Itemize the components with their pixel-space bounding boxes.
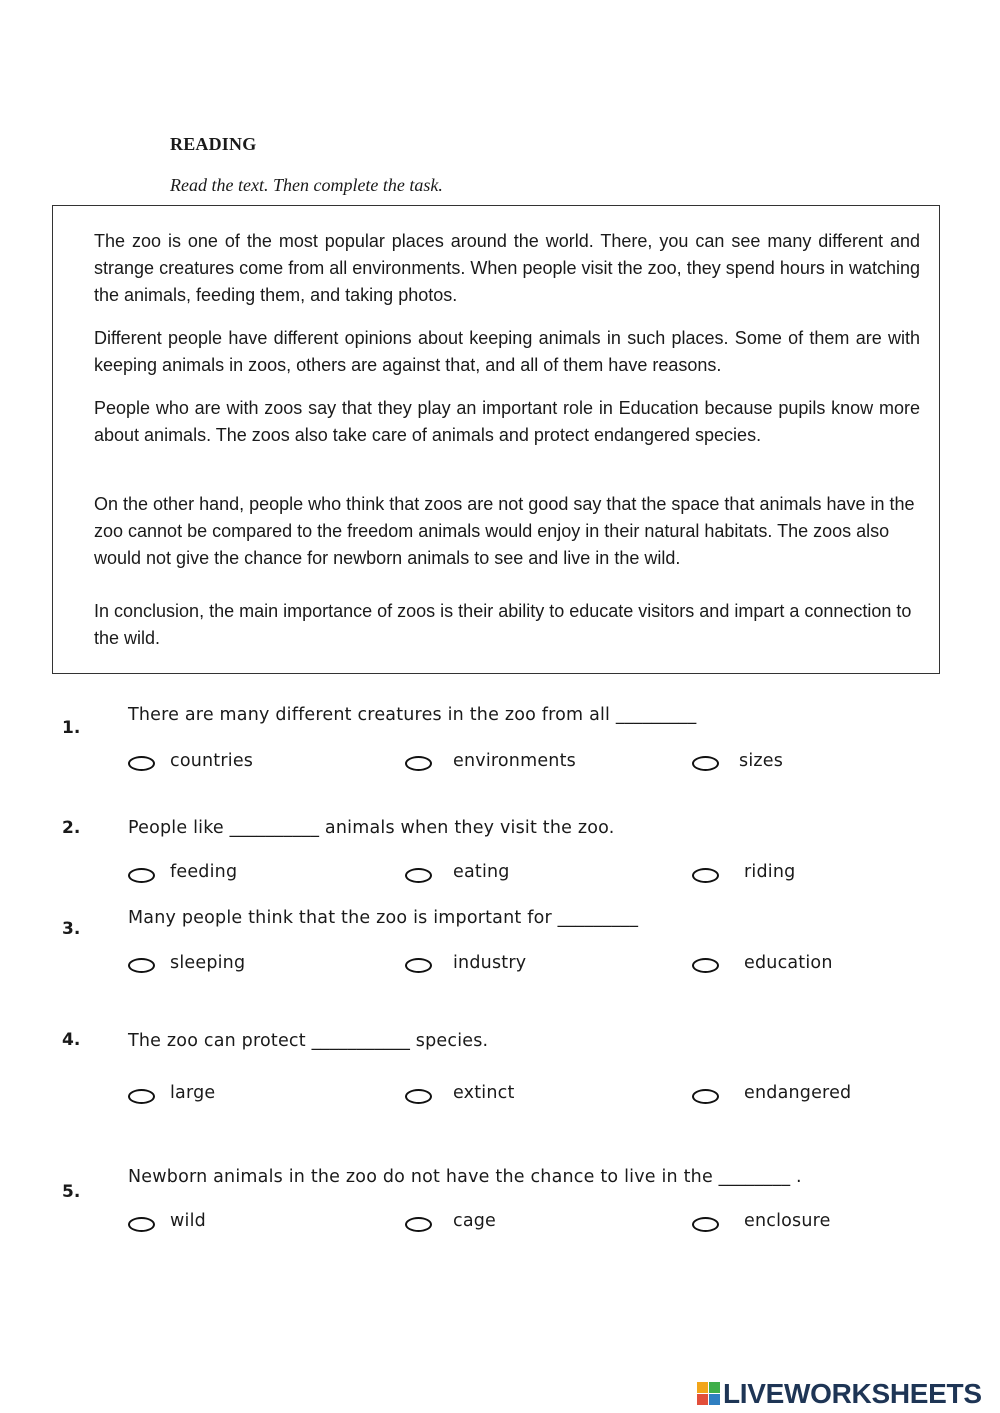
question-4-text: The zoo can protect ___________ species. <box>128 1031 489 1051</box>
q1-option-c[interactable] <box>692 751 784 771</box>
question-2-text: People like __________ animals when they visit the zoo. <box>128 818 615 838</box>
question-4-number: 4. <box>62 1030 81 1050</box>
option-label: wild <box>170 1211 206 1231</box>
radio-icon[interactable] <box>692 868 719 883</box>
q3-option-c[interactable] <box>692 953 833 973</box>
radio-icon[interactable] <box>405 756 432 771</box>
q5-option-c[interactable] <box>692 1211 831 1232</box>
question-1-number: 1. <box>62 718 81 738</box>
passage-paragraph-5: In conclusion, the main importance of zoos is their ability to educate visitors and impart a connection to the wild. <box>94 601 912 648</box>
radio-icon[interactable] <box>692 958 719 973</box>
radio-icon[interactable] <box>692 1217 719 1232</box>
q2-option-c[interactable] <box>692 862 796 883</box>
brand-name: LIVEWORKSHEETS <box>723 1378 982 1409</box>
q1-option-b[interactable] <box>405 751 576 771</box>
option-label: sizes <box>739 751 784 771</box>
logo-square-2 <box>709 1382 720 1393</box>
logo-square-3 <box>697 1394 708 1405</box>
option-label: eating <box>453 862 510 882</box>
radio-icon[interactable] <box>128 1217 155 1232</box>
radio-icon[interactable] <box>405 868 432 883</box>
radio-icon[interactable] <box>128 958 155 973</box>
task-instruction: Read the text. Then complete the task. <box>170 175 443 195</box>
option-label: countries <box>170 751 254 771</box>
question-3-text: Many people think that the zoo is important for _________ <box>128 908 639 928</box>
option-label: sleeping <box>170 953 246 973</box>
q5-option-b[interactable] <box>405 1211 497 1232</box>
q4-option-c[interactable] <box>692 1083 852 1104</box>
q2-option-a[interactable] <box>128 862 238 883</box>
option-label: education <box>744 953 833 973</box>
liveworksheets-logo-icon <box>697 1382 721 1406</box>
option-label: endangered <box>744 1083 852 1103</box>
option-label: industry <box>453 953 527 973</box>
passage-paragraph-4: On the other hand, people who think that zoos are not good say that the space that animals have in the zoo cannot be compared to the freedom animals would enjoy in their natural habitats. The zoos also would not give the chance for newborn animals to see and live in the wild. <box>94 494 915 568</box>
q4-option-b[interactable] <box>405 1083 515 1104</box>
logo-square-4 <box>709 1394 720 1405</box>
question-3-number: 3. <box>62 919 81 939</box>
q2-option-b[interactable] <box>405 862 510 883</box>
option-label: large <box>170 1083 216 1103</box>
option-label: cage <box>453 1211 497 1231</box>
passage-paragraph-3: People who are with zoos say that they play an important role in Education because pupils know more about animals. The zoos also take care of animals and protect endangered species. <box>94 398 920 445</box>
option-label: riding <box>744 862 796 882</box>
radio-icon[interactable] <box>405 958 432 973</box>
radio-icon[interactable] <box>128 1089 155 1104</box>
option-label: extinct <box>453 1083 515 1103</box>
radio-icon[interactable] <box>128 868 155 883</box>
q4-option-a[interactable] <box>128 1083 216 1104</box>
question-5-text: Newborn animals in the zoo do not have the chance to live in the ________ . <box>128 1167 802 1187</box>
radio-icon[interactable] <box>692 756 719 771</box>
q3-option-a[interactable] <box>128 953 246 973</box>
option-label: enclosure <box>744 1211 831 1231</box>
question-5-number: 5. <box>62 1182 81 1202</box>
question-2-number: 2. <box>62 818 81 838</box>
option-label: environments <box>453 751 576 771</box>
option-label: feeding <box>170 862 238 882</box>
q5-option-a[interactable] <box>128 1211 206 1232</box>
q1-option-a[interactable] <box>128 751 254 771</box>
section-heading: READING <box>170 134 257 154</box>
q3-option-b[interactable] <box>405 953 527 973</box>
logo-square-1 <box>697 1382 708 1393</box>
passage-paragraph-2: Different people have different opinions about keeping animals in such places. Some of them are with keeping animals in zoos, others are against that, and all of them have reasons. <box>94 328 920 375</box>
radio-icon[interactable] <box>405 1089 432 1104</box>
question-1-text: There are many different creatures in the zoo from all _________ <box>128 705 697 725</box>
brand-logo[interactable] <box>697 1378 982 1410</box>
radio-icon[interactable] <box>405 1217 432 1232</box>
radio-icon[interactable] <box>128 756 155 771</box>
radio-icon[interactable] <box>692 1089 719 1104</box>
passage-paragraph-1: The zoo is one of the most popular places around the world. There, you can see many different and strange creatures come from all environments. When people visit the zoo, they spend hours in watching the animals, feeding them, and taking photos. <box>94 231 920 305</box>
